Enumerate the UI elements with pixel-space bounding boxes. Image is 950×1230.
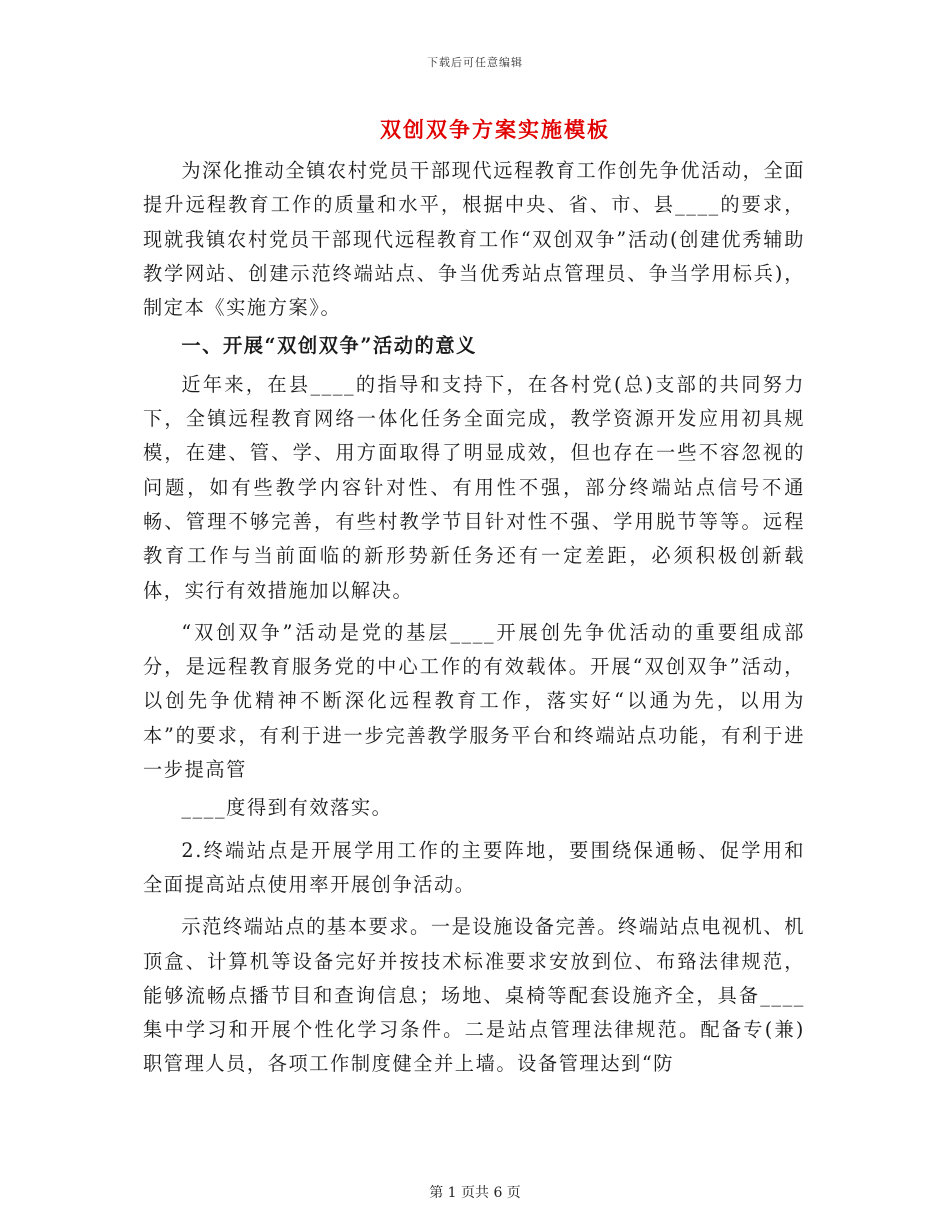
section-heading-significance: 一、开展“双创双争”活动的意义 (181, 334, 477, 358)
paragraph-fragment: ____度得到有效落实。 (181, 796, 393, 820)
header-note: 下载后可任意编辑 (427, 56, 523, 69)
paragraph-terminal-sites: 2.终端站点是开展学用工作的主要阵地，要围绕保通畅、促学用和全面提高站点使用率开展创争活动。 (143, 838, 805, 896)
paragraph-intro: 为深化推动全镇农村党员干部现代远程教育工作创先争优活动，全面提升远程教育工作的质量和水平，根据中央、省、市、县____的要求，现就我镇农村党员干部现代远程教育工作“双创双争”活动(创建优秀辅助教学网站、创建示范终端站点、争当优秀站点管理员、争当学用标兵)，制定本《实施方案》。 (143, 159, 806, 320)
paragraph-background: 近年来，在县____的指导和支持下，在各村党(总)支部的共同努力下，全镇远程教育网络一体化任务全面完成，教学资源开发应用初具规模，在建、管、学、用方面取得了明显成效，但也存在一些不容忽视的问题，如有些教学内容针对性、有用性不强，部分终端站点信号不通畅、管理不够完善，有些村教学节目针对性不强、学用脱节等等。远程教育工作与当前面临的新形势新任务还有一定差距，必须积极创新载体，实行有效措施加以解决。 (143, 372, 805, 602)
paragraph-activity-role: “双创双争”活动是党的基层____开展创先争优活动的重要组成部分，是远程教育服务党的中心工作的有效载体。开展“双创双争”活动，以创先争优精神不断深化远程教育工作，落实好“以通为先，以用为本”的要求，有利于进一步完善教学服务平台和终端站点功能，有利于进一步提高管 (143, 620, 805, 782)
paragraph-demo-requirements: 示范终端站点的基本要求。一是设施设备完善。终端站点电视机、机顶盒、计算机等设备完好并按技术标准要求安放到位、布臵法律规范，能够流畅点播节目和查询信息；场地、桌椅等配套设施齐全，具备____集中学习和开展个性化学习条件。二是站点管理法律规范。配备专(兼)职管理人员，各项工作制度健全并上墙。设备管理达到“防 (143, 915, 806, 1076)
page-number-footer: 第 1 页共 6 页 (429, 1185, 521, 1201)
document-body (143, 154, 805, 1082)
document-title: 双创双争方案实施模板 (380, 117, 610, 142)
